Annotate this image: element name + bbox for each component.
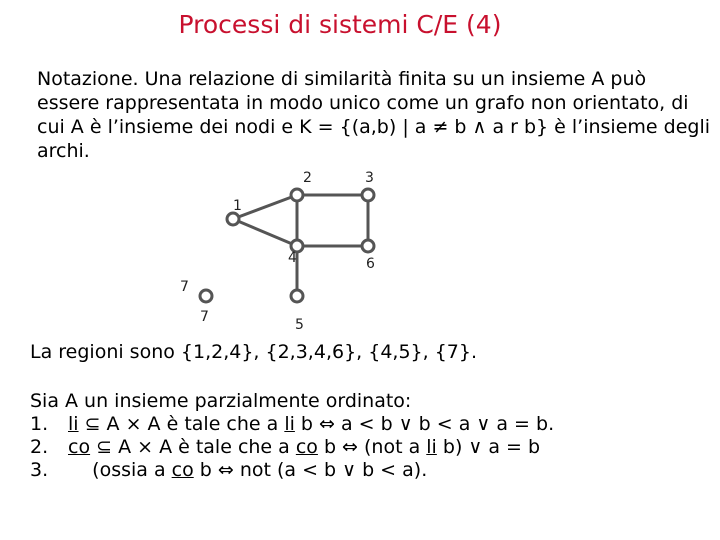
node-label-3: 3 [365, 170, 374, 186]
item-text: b) ∨ a = b [436, 436, 541, 458]
term-co: co [68, 436, 91, 458]
node-label-7b: 7 [200, 309, 209, 325]
definitions-block [30, 390, 554, 482]
item-text: b ⇔ not (a < b ∨ b < a). [193, 459, 428, 481]
node-6 [362, 240, 374, 252]
node-label-1: 1 [233, 198, 242, 214]
term-li: li [426, 436, 437, 458]
paragraph-line: cui A è l’insieme dei nodi e K = {(a,b) | a ≠ b ∧ a r b} è l’insieme degli [37, 116, 711, 138]
node-2 [291, 189, 303, 201]
item-number: 1. [30, 413, 49, 435]
edge-1-2 [233, 195, 297, 219]
node-label-2: 2 [303, 170, 312, 186]
node-7 [200, 290, 212, 302]
item-text: (ossia a [68, 459, 172, 481]
definition-item-1 [30, 413, 554, 436]
node-5 [291, 290, 303, 302]
term-li: li [284, 413, 295, 435]
item-text: ⊆ A × A è tale che a [78, 413, 285, 435]
edge-1-4 [233, 219, 297, 246]
node-label-7a: 7 [180, 279, 189, 295]
definitions-intro: Sia A un insieme parzialmente ordinato: [30, 390, 412, 412]
term-li: li [68, 413, 79, 435]
item-text: ⊆ A × A è tale che a [90, 436, 296, 458]
item-number: 3. [30, 459, 49, 481]
paragraph-line: Notazione. Una relazione di similarità finita su un insieme A può [37, 68, 647, 90]
definition-item-2 [30, 436, 554, 459]
paragraph-line: essere rappresentata in modo unico come un grafo non orientato, di [37, 92, 689, 114]
paragraph-line: archi. [37, 140, 90, 162]
slide-title: Processi di sistemi C/E (4) [178, 10, 502, 39]
item-text: b ⇔ a < b ∨ b < a ∨ a = b. [294, 413, 555, 435]
definition-item-3 [30, 459, 554, 482]
node-3 [362, 189, 374, 201]
term-co: co [295, 436, 318, 458]
item-text: b ⇔ (not a [317, 436, 427, 458]
node-label-5: 5 [295, 317, 304, 333]
node-label-4: 4 [288, 250, 297, 266]
term-co: co [171, 459, 194, 481]
node-label-6: 6 [366, 256, 375, 272]
item-number: 2. [30, 436, 49, 458]
regions-text: La regioni sono {1,2,4}, {2,3,4,6}, {4,5}, {7}. [30, 341, 478, 363]
node-1 [227, 213, 239, 225]
